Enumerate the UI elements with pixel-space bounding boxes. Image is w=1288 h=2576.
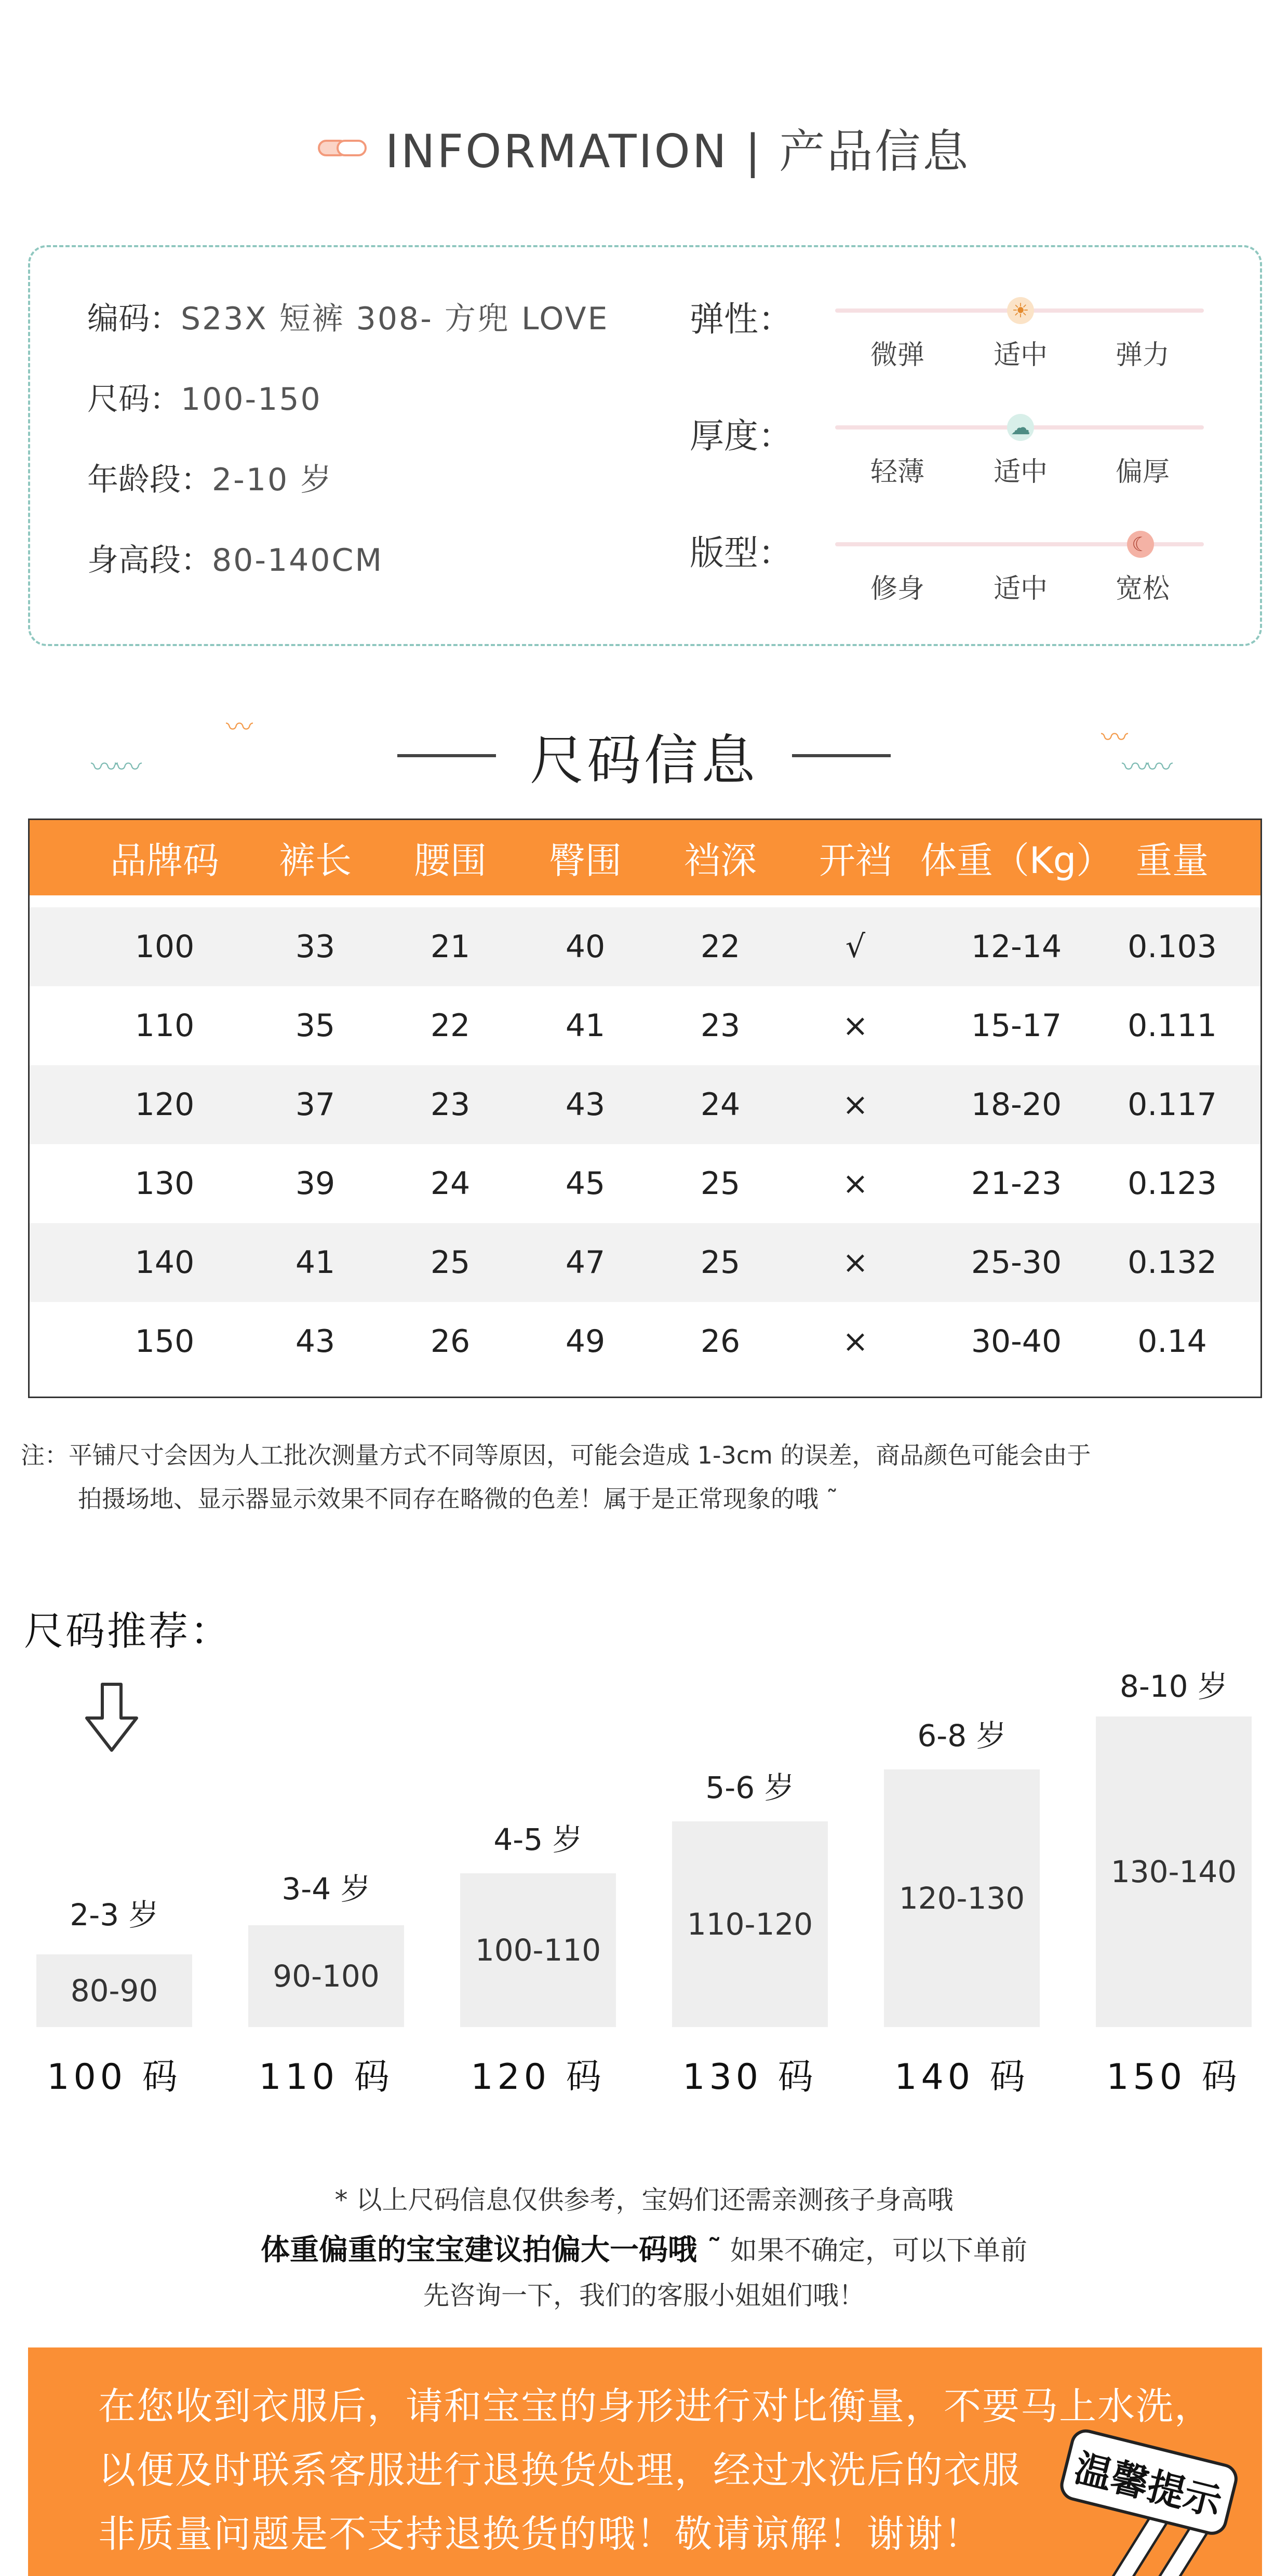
warm-tip-stamp	[1054, 2426, 1262, 2554]
cloud-icon: ☁	[1007, 414, 1034, 441]
table-row: 130 39 24 45 25 × 21-23 0.123	[135, 1165, 1217, 1202]
table-header-cell: 开裆	[819, 839, 892, 882]
size-code: 100 码	[47, 2057, 182, 2098]
table-header-cell: 品牌码	[110, 839, 219, 882]
age-label: 2-3 岁	[70, 1897, 159, 1933]
table-row: 110 35 22 41 23 × 15-17 0.111	[135, 1008, 1217, 1044]
info-row-age: 年龄段：2-10 岁	[87, 462, 333, 498]
size-code: 140 码	[894, 2057, 1029, 2098]
wave-decoration-icon: 〰	[1101, 722, 1125, 754]
info-row-size: 尺码：100-150	[87, 381, 322, 418]
elasticity-label: 弹性：	[690, 299, 793, 339]
table-row: 150 43 26 49 26 × 30-40 0.14	[135, 1323, 1207, 1360]
stamp-label: 温馨提示	[1057, 2426, 1241, 2538]
height-bar: 100-110	[460, 1873, 616, 2027]
recommend-title: 尺码推荐：	[24, 1608, 232, 1654]
fit-option: 宽松	[1115, 573, 1170, 605]
table-header-cell: 重量	[1136, 839, 1209, 882]
table-header-cell: 裆深	[684, 839, 757, 882]
thickness-option: 偏厚	[1115, 457, 1170, 488]
fit-option: 修身	[870, 573, 924, 605]
size-code: 150 码	[1106, 2057, 1241, 2098]
moon-icon: ☾	[1127, 531, 1154, 558]
thickness-label: 厚度：	[690, 416, 793, 456]
table-header	[30, 820, 1260, 895]
info-row-code: 编码：S23X 短裤 308- 方兜 LOVE	[87, 301, 609, 337]
wave-decoration-icon: 〰	[226, 712, 250, 743]
tip-line: * 以上尺码信息仅供参考，宝妈们还需亲测孩子身高哦	[334, 2185, 954, 2215]
height-bar: 90-100	[248, 1925, 404, 2027]
return-notice	[28, 2347, 1262, 2576]
height-bar: 80-90	[36, 1954, 192, 2027]
age-label: 4-5 岁	[493, 1822, 583, 1857]
size-code: 110 码	[259, 2057, 394, 2098]
height-bar: 120-130	[884, 1769, 1040, 2027]
height-bar: 110-120	[672, 1821, 828, 2027]
wave-decoration-icon: 〰〰	[91, 752, 139, 783]
info-row-height: 身高段：80-140CM	[87, 542, 384, 579]
table-row: 140 41 25 47 25 × 25-30 0.132	[30, 1223, 1260, 1302]
down-arrow-icon	[81, 1682, 143, 1754]
table-row: 120 37 23 43 24 × 18-20 0.117	[30, 1065, 1260, 1144]
thickness-option: 轻薄	[870, 457, 924, 488]
information-header	[0, 117, 1288, 179]
age-label: 8-10 岁	[1119, 1669, 1228, 1704]
table-header-cell: 臀围	[549, 839, 622, 882]
information-title: INFORMATION | 产品信息	[385, 125, 971, 178]
height-bar: 130-140	[1096, 1716, 1252, 2027]
thickness-option: 适中	[993, 457, 1048, 488]
elasticity-option: 微弹	[870, 340, 924, 371]
table-header-cell: 体重（Kg）	[920, 839, 1113, 882]
notice-line: 在您收到衣服后，请和宝宝的身形进行对比衡量，不要马上水洗，	[98, 2384, 1213, 2428]
tip-line: 体重偏重的宝宝建议拍偏大一码哦 ˜ 如果不确定，可以下单前	[260, 2233, 1028, 2267]
size-code: 130 码	[682, 2057, 817, 2098]
fit-label: 版型：	[690, 533, 793, 573]
elasticity-option: 弹力	[1115, 340, 1170, 371]
sun-icon: ☀	[1007, 297, 1034, 324]
notice-line: 非质量问题是不支持退换货的哦！敬请谅解！谢谢！	[98, 2512, 983, 2556]
table-row: 100 33 21 40 22 √ 12-14 0.103	[30, 907, 1260, 986]
age-label: 3-4 岁	[281, 1871, 371, 1907]
elasticity-option: 适中	[993, 340, 1048, 371]
capsule-logo-icon	[318, 138, 368, 158]
notice-line: 以便及时联系客服进行退换货处理，经过水洗后的衣服	[98, 2448, 1021, 2492]
table-header-cell: 裤长	[279, 839, 352, 882]
fit-option: 适中	[993, 573, 1048, 605]
size-code: 120 码	[471, 2057, 606, 2098]
measurement-note: 注：平铺尺寸会因为人工批次测量方式不同等原因，可能会造成 1-3cm 的误差，商品颜色可能会由于 拍摄场地、显示器显示效果不同存在略微的色差！属于是正常现象的哦 ˜	[21, 1441, 1091, 1513]
age-label: 6-8 岁	[917, 1718, 1007, 1753]
size-table	[28, 819, 1262, 1398]
age-label: 5-6 岁	[705, 1770, 795, 1805]
title-dash	[792, 754, 891, 757]
tip-line: 先咨询一下，我们的客服小姐姐们哦！	[423, 2280, 865, 2311]
size-info-title: 尺码信息	[529, 729, 758, 792]
table-header-cell: 腰围	[414, 839, 487, 882]
size-info-header	[0, 712, 1288, 795]
wave-decoration-icon: 〰〰	[1122, 752, 1170, 783]
product-info-box	[28, 245, 1262, 646]
